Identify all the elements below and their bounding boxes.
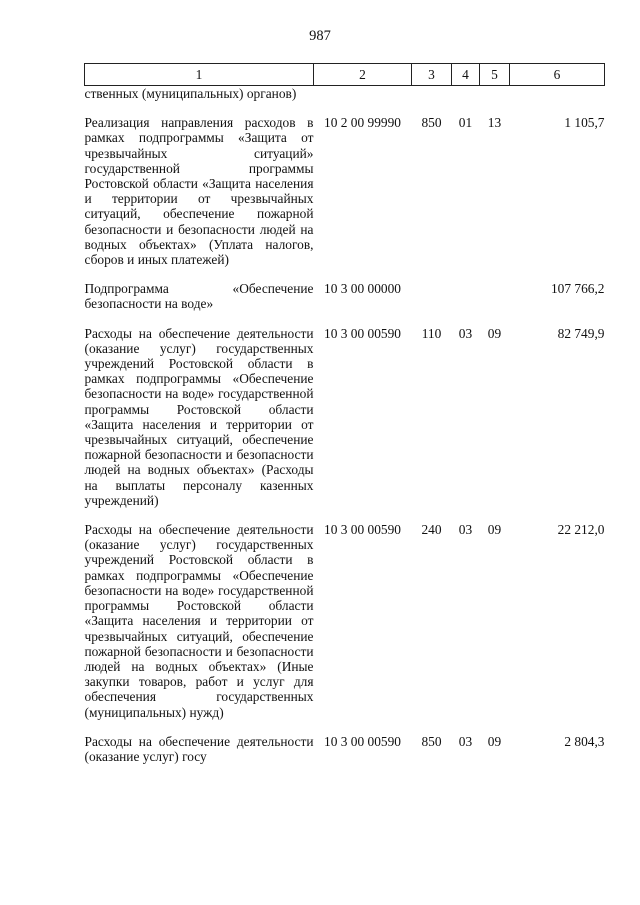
- row-code: [314, 86, 412, 116]
- table-row: [85, 522, 605, 734]
- row-expense-type: [412, 281, 452, 325]
- row-amount: 2 804,3: [564, 733, 605, 749]
- table-row: [85, 281, 605, 325]
- row-subsection: [480, 86, 510, 116]
- row-subsection: [480, 281, 510, 325]
- budget-table: [84, 63, 605, 764]
- row-subsection: 09: [487, 325, 502, 341]
- row-code: 10 3 00 00590: [324, 733, 401, 749]
- row-description: ственных (муниципальных) органов): [84, 86, 297, 101]
- row-subsection: 09: [487, 733, 502, 749]
- row-section: [452, 86, 480, 116]
- row-expense-type: 850: [421, 733, 442, 749]
- row-description: Реализация направления расходов в рамках подпрограммы «Защита от чрезвычайных ситуаций» государственной программы Ростовской области «Защита населения и территории от чрезвычайных ситуаций, обеспечение пожарной безопасности и безопасности людей на водных объектах» (Уплата налогов, сборов и иных платежей): [84, 115, 314, 268]
- header-col-6: 6: [510, 64, 605, 86]
- row-section: 03: [458, 522, 473, 538]
- table-row: [85, 86, 605, 116]
- row-expense-type: 850: [421, 115, 442, 131]
- table-row: [85, 326, 605, 522]
- table-row: [85, 115, 605, 281]
- row-amount: [510, 86, 605, 116]
- row-subsection: 13: [487, 115, 502, 131]
- row-description: Расходы на обеспечение деятельности (оказание услуг) госу: [84, 733, 314, 764]
- row-expense-type: 110: [421, 325, 442, 341]
- row-description: Расходы на обеспечение деятельности (оказание услуг) государственных учреждений Ростовской области в рамках подпрограммы «Обеспечение безопасности на воде» государственной программы Ростовской области «Защита населения и территории от чрезвычайных ситуаций, обеспечение пожарной безопасности и безопасности людей на водных объектах» (Иные закупки товаров, работ и услуг для обеспечения государственных (муниципальных) нужд): [84, 522, 314, 720]
- header-col-3: 3: [412, 64, 452, 86]
- row-code: 10 3 00 00000: [324, 281, 401, 297]
- row-section: 01: [458, 115, 473, 131]
- row-section: [452, 281, 480, 325]
- row-amount: 82 749,9: [557, 325, 605, 341]
- row-code: 10 3 00 00590: [324, 325, 401, 341]
- header-col-4: 4: [452, 64, 480, 86]
- row-expense-type: [412, 86, 452, 116]
- row-description: Расходы на обеспечение деятельности (оказание услуг) государственных учреждений Ростовской области в рамках подпрограммы «Обеспечение безопасности на воде» государственной программы Ростовской области «Защита населения и территории от чрезвычайных ситуаций, обеспечение пожарной безопасности и безопасности людей на водных объектах» (Расходы на выплаты персоналу казенных учреждений): [84, 325, 314, 508]
- row-description: Подпрограмма «Обеспечение безопасности на воде»: [84, 281, 314, 312]
- header-col-2: 2: [314, 64, 412, 86]
- row-subsection: 09: [487, 522, 502, 538]
- row-amount: 22 212,0: [557, 522, 605, 538]
- row-amount: 1 105,7: [564, 115, 605, 131]
- row-code: 10 2 00 99990: [324, 115, 401, 131]
- row-section: 03: [458, 733, 473, 749]
- page-number: 987: [309, 28, 331, 44]
- table-row: [85, 734, 605, 764]
- row-section: 03: [458, 325, 473, 341]
- row-amount: 107 766,2: [550, 281, 605, 297]
- header-col-5: 5: [480, 64, 510, 86]
- table-header-row: [85, 64, 605, 86]
- header-col-1: 1: [85, 64, 314, 86]
- row-expense-type: 240: [421, 522, 442, 538]
- row-code: 10 3 00 00590: [324, 522, 401, 538]
